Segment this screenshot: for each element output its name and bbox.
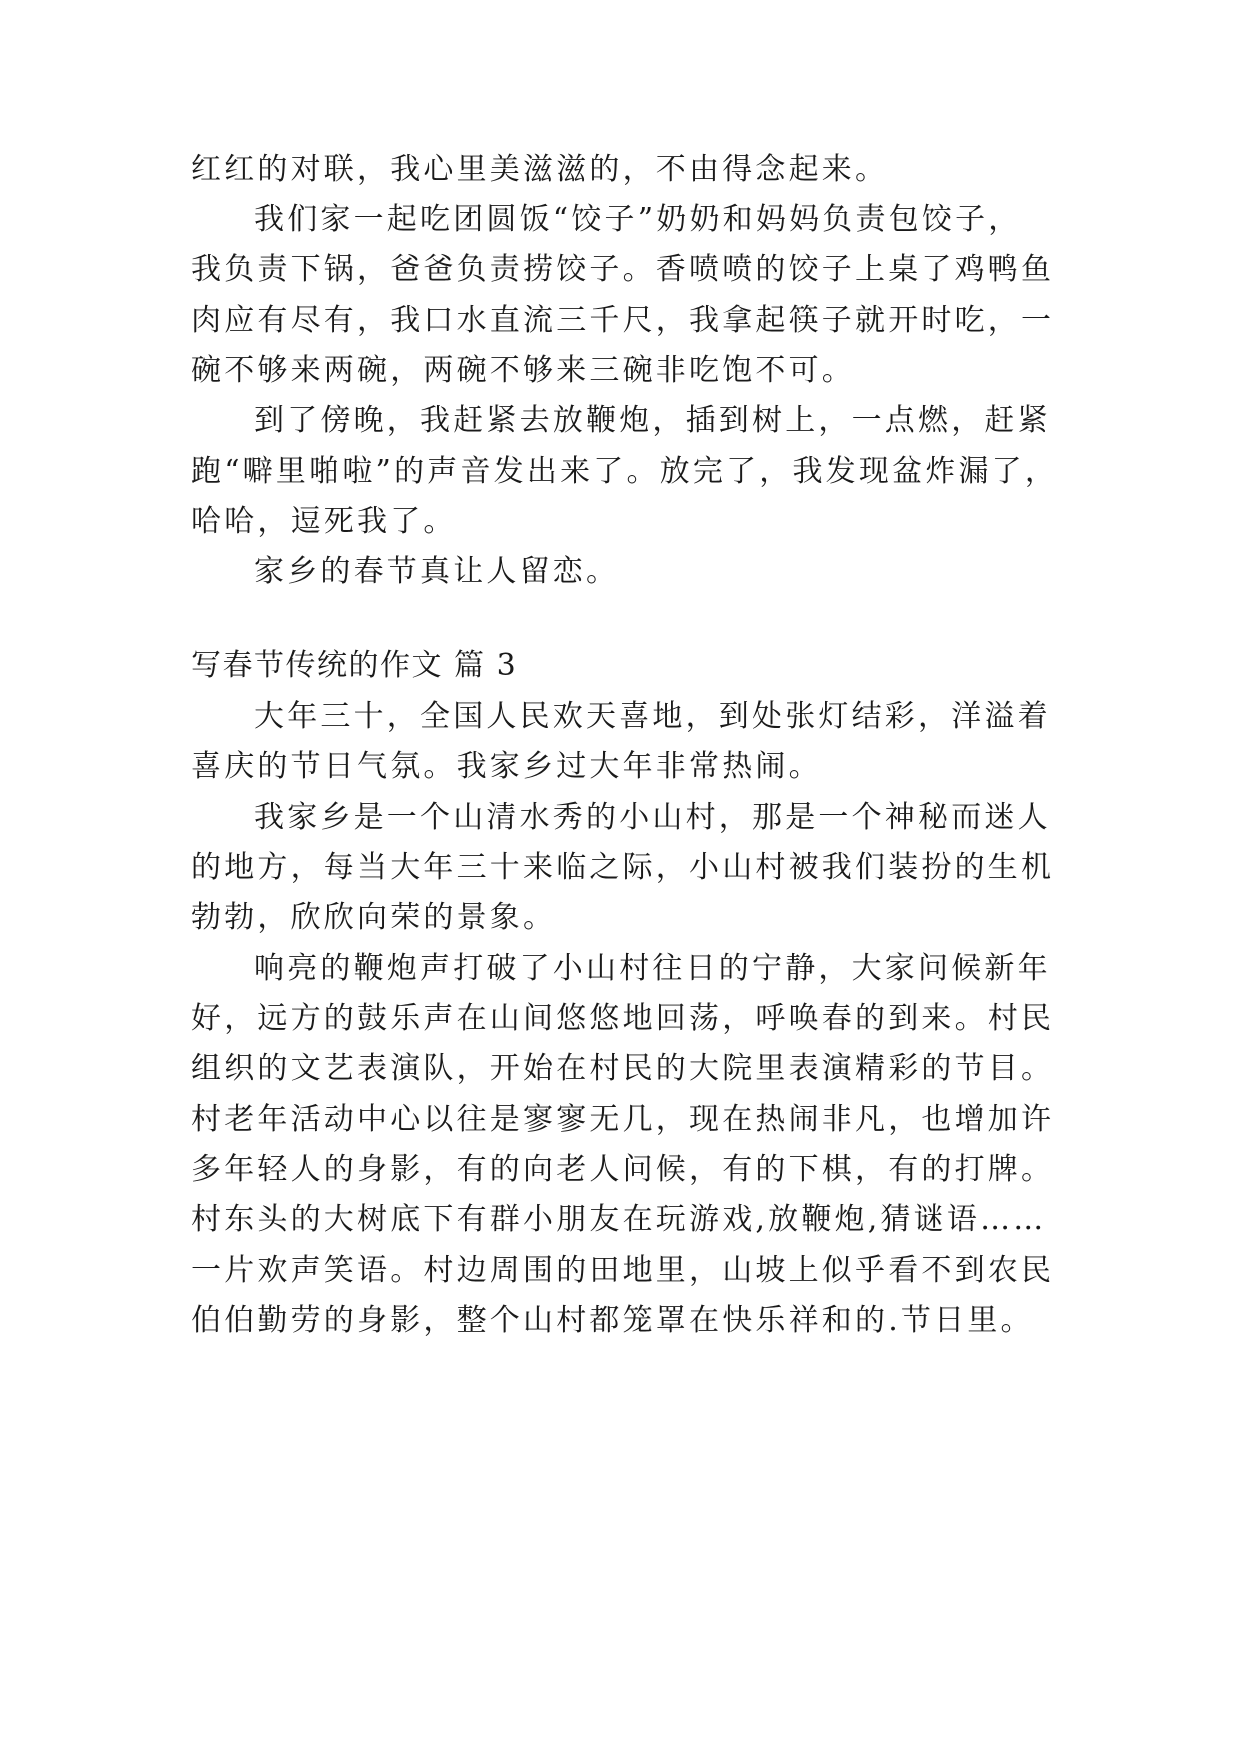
text-line: 红红的对联，我心里美滋滋的，不由得念起来。 bbox=[191, 152, 889, 187]
text-line: 肉应有尽有，我口水直流三千尺，我拿起筷子就开时吃，一 bbox=[191, 303, 1055, 338]
paragraph-start-line: 响亮的鞭炮声打破了小山村往日的宁静，大家问候新年 bbox=[254, 951, 1051, 986]
text-line: 村东头的大树底下有群小朋友在玩游戏,放鞭炮,猜谜语…… bbox=[191, 1202, 1047, 1237]
text-line: 多年轻人的身影，有的向老人问候，有的下棋，有的打牌。 bbox=[191, 1152, 1055, 1187]
text-line: 我负责下锅，爸爸负责捞饺子。香喷喷的饺子上桌了鸡鸭鱼 bbox=[191, 252, 1055, 287]
text-line: 跑“噼里啪啦”的声音发出来了。放完了，我发现盆炸漏了， bbox=[191, 454, 1059, 489]
text-line: 一片欢声笑语。村边周围的田地里，山坡上似乎看不到农民 bbox=[191, 1253, 1055, 1288]
paragraph-start-line: 大年三十，全国人民欢天喜地，到处张灯结彩，洋溢着 bbox=[254, 699, 1051, 734]
paragraph-start-line: 家乡的春节真让人留恋。 bbox=[254, 554, 620, 589]
text-line: 喜庆的节日气氛。我家乡过大年非常热闹。 bbox=[191, 749, 822, 784]
section-heading: 写春节传统的作文 篇 3 bbox=[191, 648, 518, 683]
paragraph-start-line: 到了傍晚，我赶紧去放鞭炮，插到树上，一点燃，赶紧 bbox=[254, 403, 1051, 438]
paragraph-start-line: 我们家一起吃团圆饭“饺子”奶奶和妈妈负责包饺子， bbox=[254, 202, 1022, 237]
paragraph-start-line: 我家乡是一个山清水秀的小山村，那是一个神秘而迷人 bbox=[254, 800, 1051, 835]
text-line: 的地方，每当大年三十来临之际，小山村被我们装扮的生机 bbox=[191, 850, 1055, 885]
text-line: 好，远方的鼓乐声在山间悠悠地回荡，呼唤春的到来。村民 bbox=[191, 1001, 1055, 1036]
text-line: 组织的文艺表演队，开始在村民的大院里表演精彩的节目。 bbox=[191, 1051, 1055, 1086]
text-line: 碗不够来两碗，两碗不够来三碗非吃饱不可。 bbox=[191, 353, 855, 388]
text-line: 伯伯勤劳的身影，整个山村都笼罩在快乐祥和的.节日里。 bbox=[191, 1303, 1034, 1338]
text-line: 哈哈，逗死我了。 bbox=[191, 504, 457, 539]
text-line: 勃勃，欣欣向荣的景象。 bbox=[191, 900, 557, 935]
text-line: 村老年活动中心以往是寥寥无几，现在热闹非凡，也增加许 bbox=[191, 1102, 1055, 1137]
